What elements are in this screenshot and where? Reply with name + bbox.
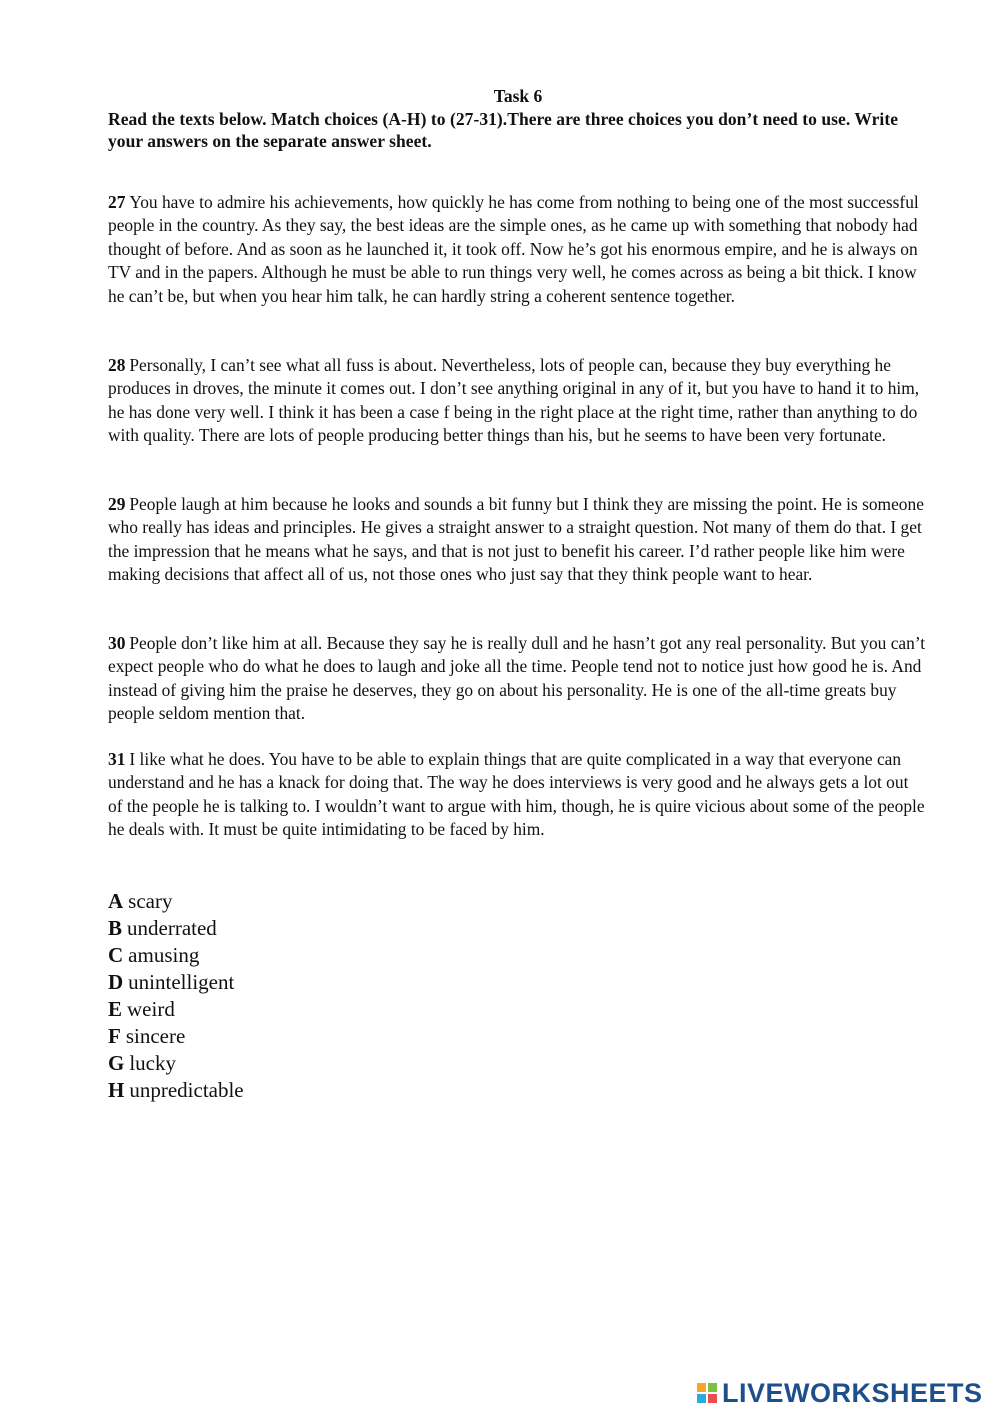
text-block-30 [108, 632, 926, 726]
choice-letter: F [108, 1024, 121, 1048]
task-title: Task 6 [493, 86, 543, 106]
brand-name: LIVEWORKSHEETS [722, 1378, 983, 1408]
choice-f [108, 1023, 508, 1050]
choice-word: amusing [128, 943, 200, 967]
text-body: I like what he does. You have to be able to explain things that are quite complicated in a way that everyone can understand and he has a knack for doing that. The way he does interviews is very good and he always gets a lot out of the people he is talking to. I wouldn’t want to argue with him, though, he is quire vicious about some of the people he deals with. It must be quite intimidating to be faced by him. [108, 749, 925, 840]
choice-g [108, 1050, 508, 1077]
choice-word: underrated [127, 916, 217, 940]
text-body: People don’t like him at all. Because they say he is really dull and he hasn’t got any real personality. But you can’t expect people who do what he does to laugh and joke all the time. People tend not to notice just how good he is. And instead of giving him the praise he deserves, they go on about his personality. He is one of the all-time greats buy people seldom mention that. [108, 633, 926, 724]
task-instructions: Read the texts below. Match choices (A-H) to (27-31).There are three choices you don’t need to use. Write your answers on the separate answer sheet. [108, 109, 899, 151]
choice-letter: A [108, 889, 124, 913]
choice-word: weird [127, 997, 175, 1021]
choice-letter: D [108, 970, 124, 994]
choice-letter: E [108, 997, 123, 1021]
choice-word: sincere [125, 1024, 186, 1048]
choice-letter: G [108, 1051, 125, 1075]
choice-word: scary [128, 889, 173, 913]
choice-e [108, 996, 508, 1023]
choice-c [108, 942, 508, 969]
text-number: 31 [108, 749, 126, 769]
text-number: 29 [108, 494, 126, 514]
text-body: People laugh at him because he looks and sounds a bit funny but I think they are missing the point. He is someone who really has ideas and principles. He gives a straight answer to a straight question. Not many of them do that. I get the impression that he means what he says, and that is not just to benefit his career. I’d rather people like him were making decisions that affect all of us, not those ones who just say that they think people want to hear. [108, 494, 924, 585]
choice-h [108, 1077, 508, 1104]
liveworksheets-logo-icon [697, 1383, 717, 1403]
choice-letter: C [108, 943, 124, 967]
text-number: 30 [108, 633, 126, 653]
choice-word: unpredictable [129, 1078, 244, 1102]
choice-letter: H [108, 1078, 125, 1102]
text-block-29 [108, 493, 926, 587]
choice-a [108, 888, 508, 915]
text-block-28 [108, 354, 926, 448]
text-number: 27 [108, 192, 126, 212]
text-body: Personally, I can’t see what all fuss is about. Nevertheless, lots of people can, because they buy everything he produces in droves, the minute it comes out. I don’t see anything original in any of it, but you have to hand it to him, he has done very well. I think it has been a case f being in the right place at the right time, rather than anything to do with quality. There are lots of people producing better things than his, but he seems to have been very fortunate. [108, 355, 920, 446]
choice-word: lucky [129, 1051, 176, 1075]
choice-letter: B [108, 916, 123, 940]
choice-word: unintelligent [128, 970, 235, 994]
text-block-27 [108, 191, 926, 308]
text-number: 28 [108, 355, 126, 375]
choice-list [108, 888, 508, 1104]
choice-d [108, 969, 508, 996]
liveworksheets-brand[interactable] [697, 1378, 983, 1408]
text-body: You have to admire his achievements, how quickly he has come from nothing to being one of the most successful people in the country. As they say, the best ideas are the simple ones, as he came up with something that nobody had thought of before. And as soon as he launched it, it took off. Now he’s got his enormous empire, and he is always on TV and in the papers. Although he must be able to run things very well, he comes across as being a bit thick. I know he can’t be, but when you hear him talk, he can hardly string a coherent sentence together. [108, 192, 919, 306]
text-block-31 [108, 748, 926, 842]
choice-b [108, 915, 508, 942]
